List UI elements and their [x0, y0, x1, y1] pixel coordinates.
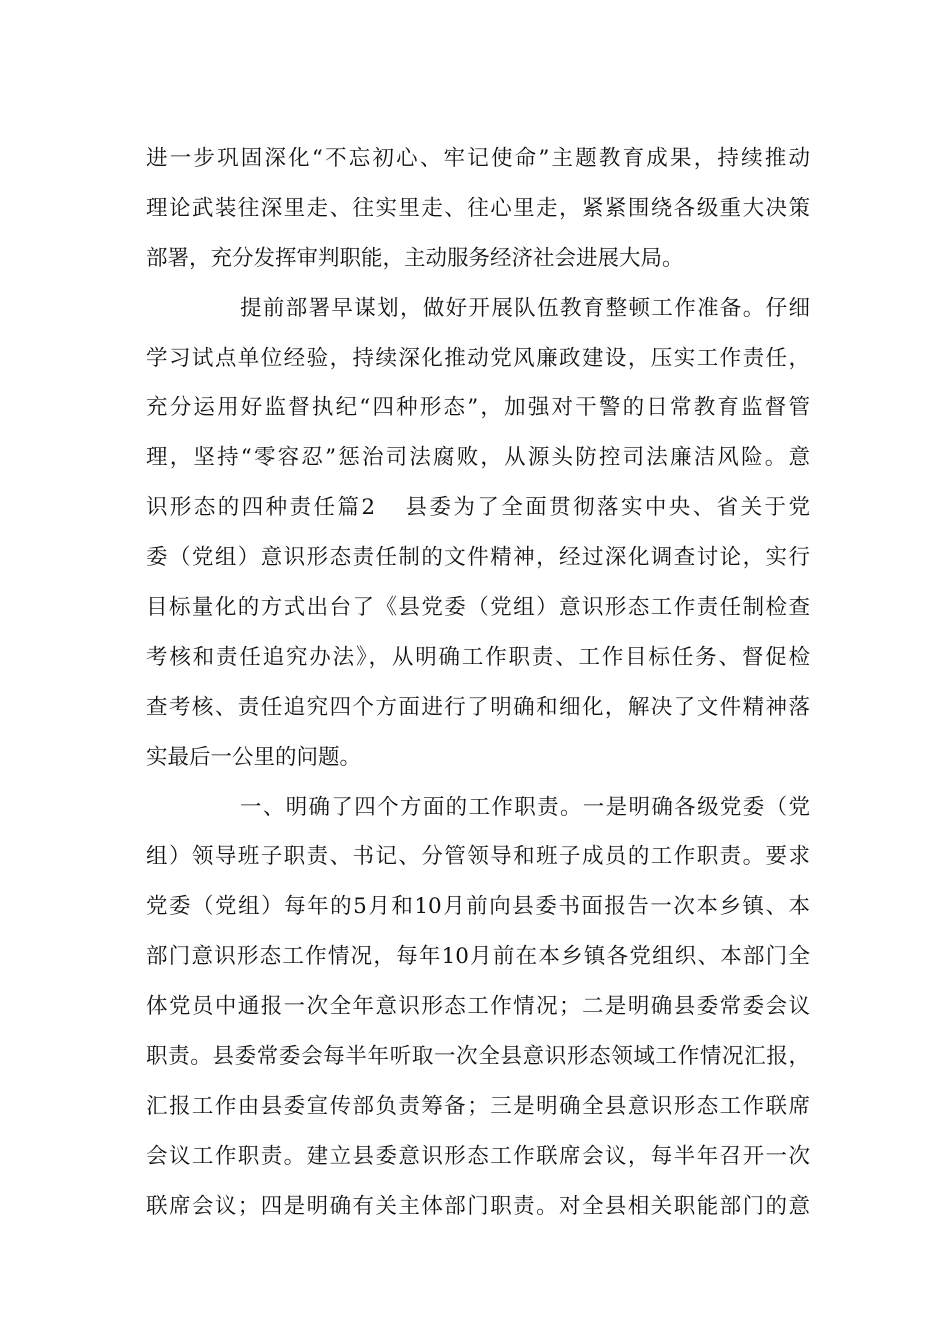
text-line: 汇报工作由县委宣传部负责筹备；三是明确全县意识形态工作联席: [146, 1093, 810, 1119]
text-line: 目标量化的方式出台了《县党委（党组）意识形态工作责任制检查: [146, 595, 810, 621]
text-line: 委（党组）意识形态责任制的文件精神，经过深化调查讨论，实行: [146, 545, 810, 571]
text-line: 体党员中通报一次全年意识形态工作情况；二是明确县委常委会议: [146, 994, 810, 1020]
text-line: 考核和责任追究办法》，从明确工作职责、工作目标任务、督促检: [146, 644, 810, 670]
text-line: 进一步巩固深化“不忘初心、牢记使命”主题教育成果，持续推动: [146, 146, 810, 171]
section-heading: 识形态的四种责任篇2: [146, 495, 376, 521]
text-line: 实最后一公里的问题。: [146, 744, 362, 770]
text-line: 会议工作职责。建立县委意识形态工作联席会议，每半年召开一次: [146, 1143, 810, 1169]
text-line-segment: 县委为了全面贯彻落实中央、省关于党: [403, 495, 810, 521]
document-body: [146, 134, 810, 1232]
text-line: 职责。县委常委会每半年听取一次全县意识形态领域工作情况汇报，: [146, 1044, 810, 1070]
text-line: 理论武装往深里走、往实里走、往心里走，紧紧围绕各级重大决策: [146, 195, 810, 221]
text-line: 理，坚持“零容忍”惩治司法腐败，从源头防控司法廉洁风险。意: [146, 445, 810, 471]
text-line: 部署，充分发挥审判职能，主动服务经济社会进展大局。: [146, 245, 684, 271]
text-line-with-heading: [146, 483, 810, 533]
text-line: 查考核、责任追究四个方面进行了明确和细化，解决了文件精神落: [146, 694, 810, 720]
text-line: 党委（党组）每年的5月和10月前向县委书面报告一次本乡镇、本: [146, 894, 810, 920]
text-line: 充分运用好监督执纪“四种形态”，加强对干警的日常教育监督管: [146, 395, 810, 421]
text-line: 学习试点单位经验，持续深化推动党风廉政建设，压实工作责任，: [146, 345, 810, 371]
text-line: 组）领导班子职责、书记、分管领导和班子成员的工作职责。要求: [146, 844, 810, 870]
text-line: 部门意识形态工作情况，每年10月前在本乡镇各党组织、本部门全: [146, 944, 810, 970]
paragraph-first-line: 一、明确了四个方面的工作职责。一是明确各级党委（党: [240, 794, 810, 820]
paragraph-first-line: 提前部署早谋划，做好开展队伍教育整顿工作准备。仔细: [240, 295, 810, 321]
text-line: 联席会议；四是明确有关主体部门职责。对全县相关职能部门的意: [146, 1193, 810, 1219]
